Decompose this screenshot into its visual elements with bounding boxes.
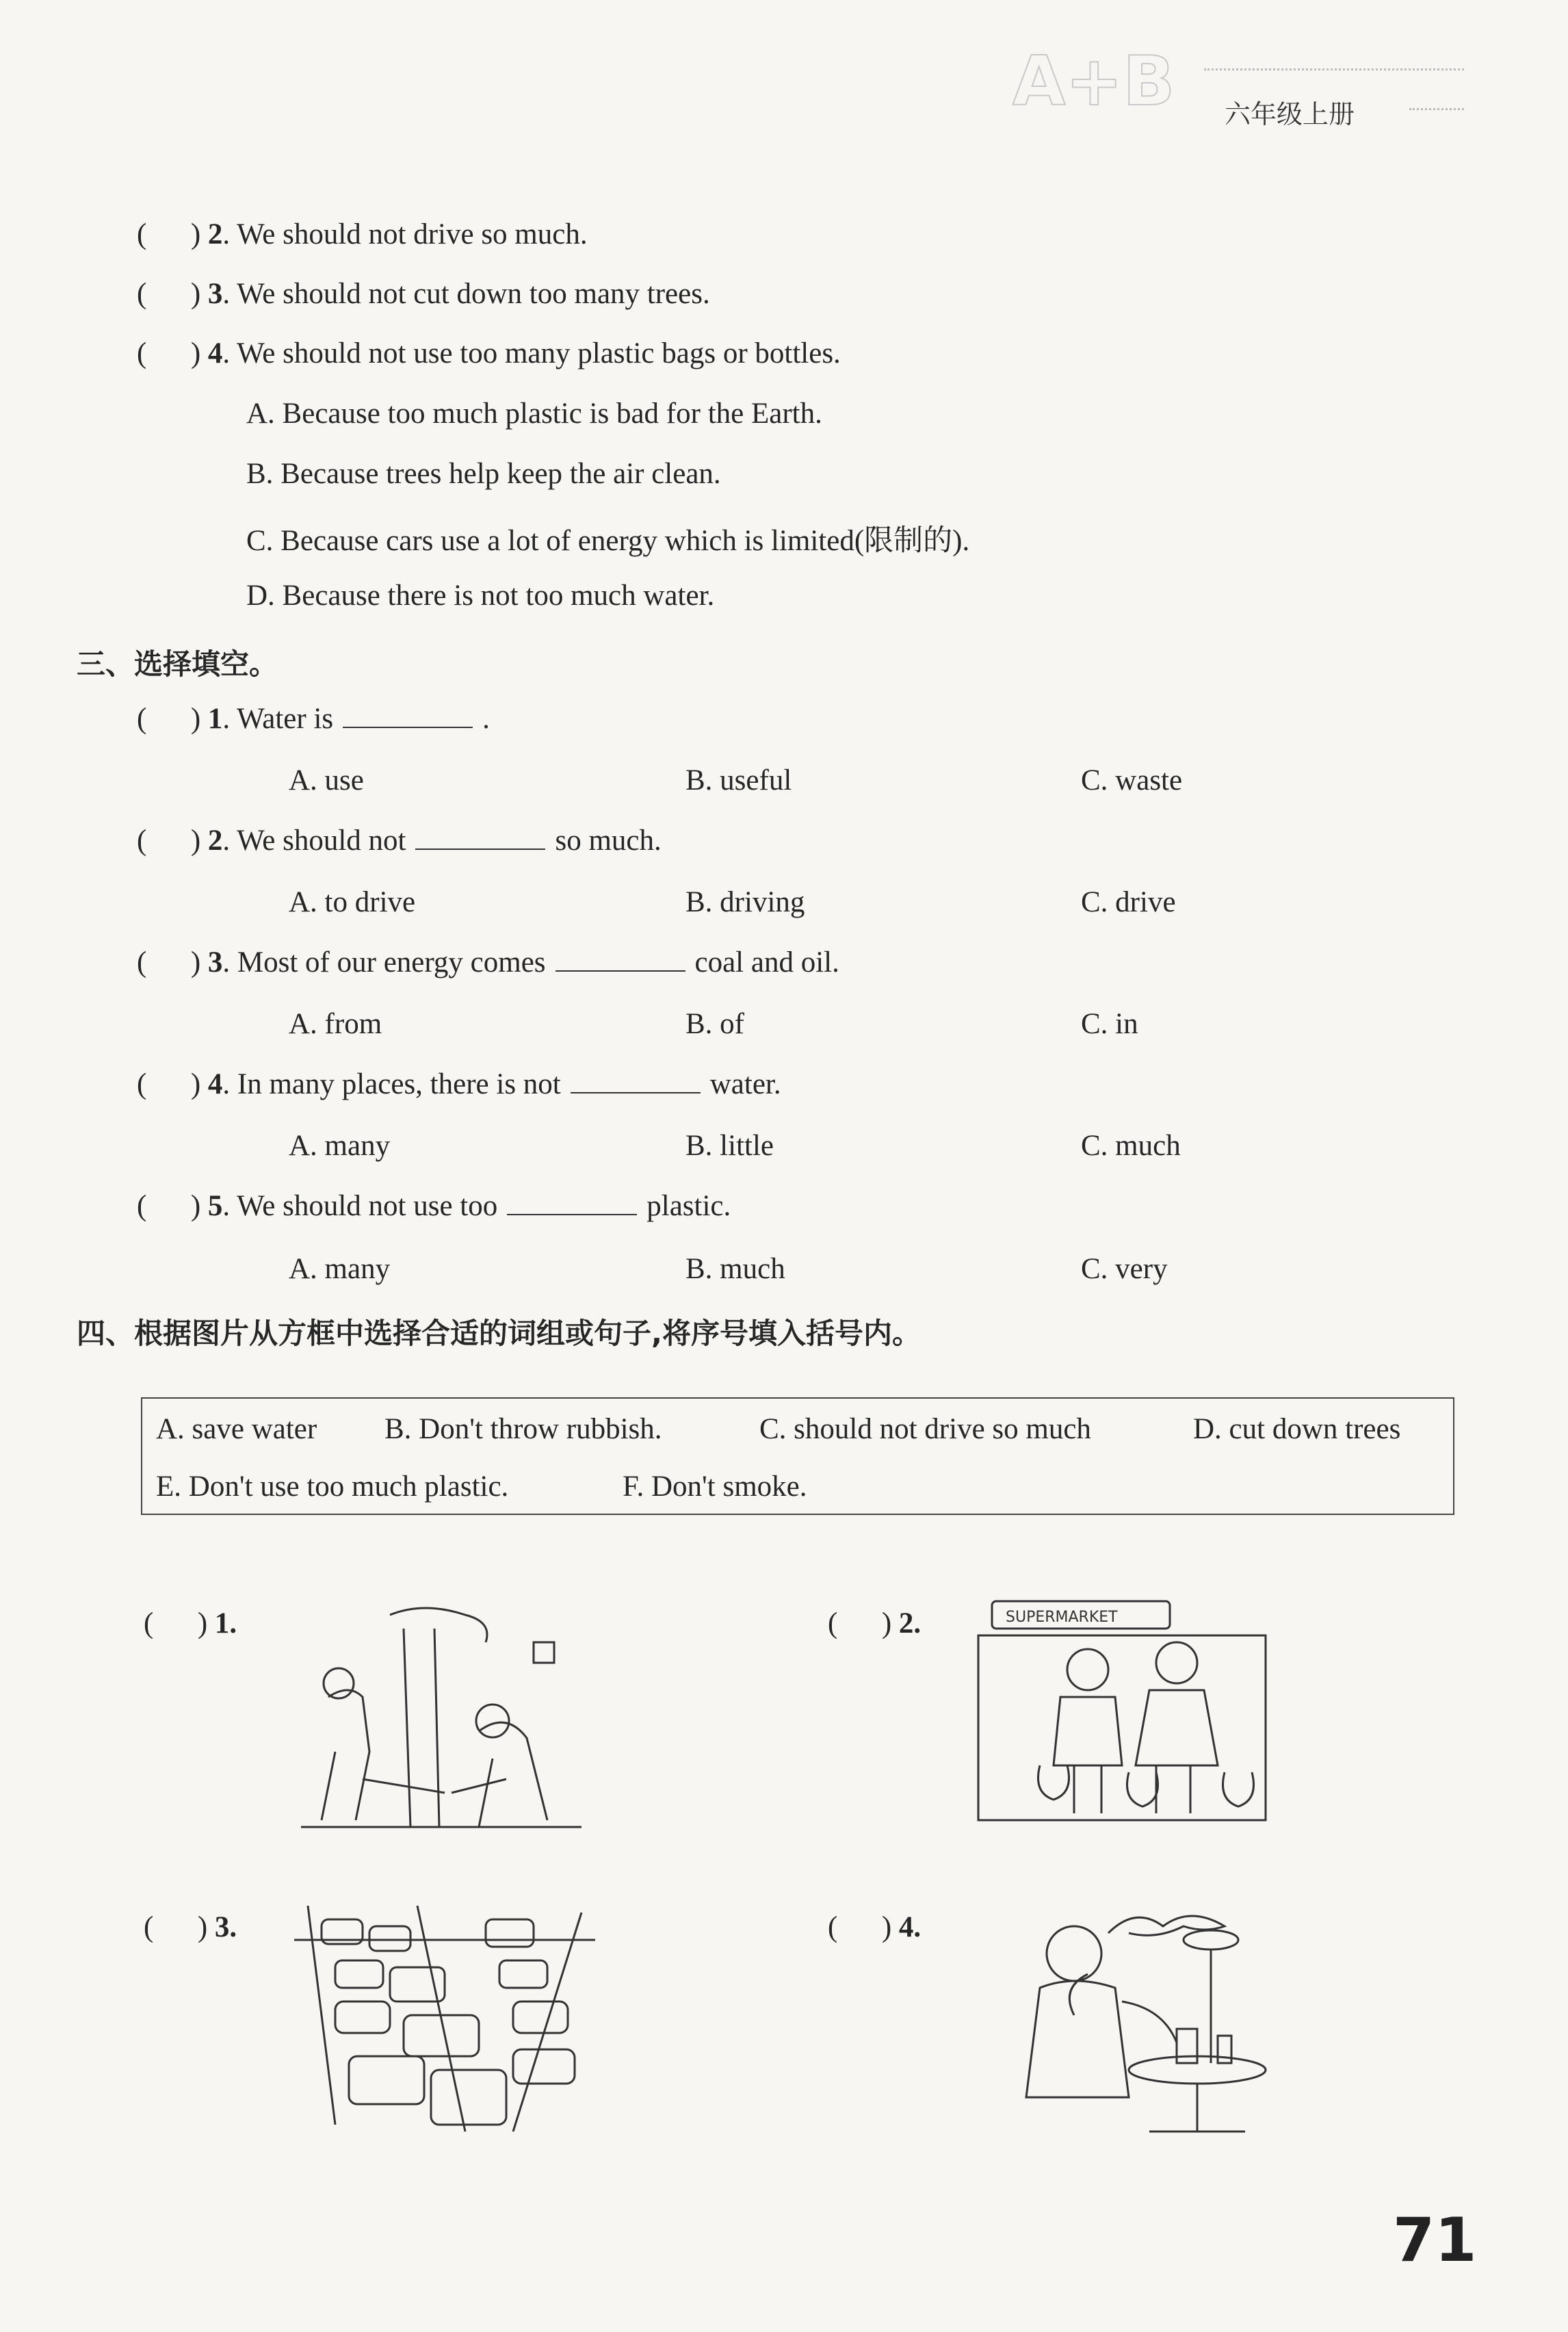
answer-paren[interactable]: ( ) — [137, 946, 201, 979]
header-dotted-line-lower — [1409, 108, 1464, 110]
option[interactable]: B. of — [685, 1008, 744, 1040]
picture-item-4: ( ) 4. — [828, 1911, 922, 1943]
matching-option-c: C. Because cars use a lot of energy which is limited(限制的). — [246, 525, 970, 557]
answer-paren[interactable]: ( ) — [137, 1190, 201, 1222]
option[interactable]: A. many — [289, 1253, 391, 1285]
question-3: ( ) 3. Most of our energy comes coal and oil. — [137, 946, 839, 979]
question-1: ( ) 1. Water is . — [137, 703, 490, 735]
answer-paren[interactable]: ( ) — [137, 218, 201, 250]
option[interactable]: C. in — [1081, 1008, 1138, 1040]
header-dotted-line — [1204, 68, 1464, 70]
option[interactable]: C. much — [1081, 1130, 1181, 1162]
picture-item-2: ( ) 2. — [828, 1607, 922, 1640]
question-4: ( ) 4. In many places, there is not water. — [137, 1068, 781, 1100]
section-3-title: 三、选择填空。 — [77, 647, 278, 681]
option[interactable]: C. very — [1081, 1253, 1168, 1285]
option[interactable]: B. little — [685, 1130, 774, 1162]
word-box — [141, 1397, 1454, 1515]
box-option-b: B. Don't throw rubbish. — [384, 1413, 662, 1445]
option[interactable]: A. many — [289, 1130, 391, 1162]
section-4-title: 四、根据图片从方框中选择合适的词组或句子,将序号填入括号内。 — [77, 1317, 921, 1350]
picture-item-1: ( ) 1. — [144, 1607, 237, 1640]
grade-label: 六年级上册 — [1225, 99, 1355, 129]
answer-paren[interactable]: ( ) — [137, 337, 201, 370]
option[interactable]: B. driving — [685, 886, 805, 918]
option[interactable]: A. use — [289, 764, 364, 796]
page-number: 71 — [1393, 2205, 1477, 2275]
question-5: ( ) 5. We should not use too plastic. — [137, 1190, 731, 1222]
matching-item-2: ( ) 2. We should not drive so much. — [137, 218, 588, 250]
option[interactable]: B. much — [685, 1253, 785, 1285]
option[interactable]: A. from — [289, 1008, 382, 1040]
matching-option-b: B. Because trees help keep the air clean. — [246, 458, 721, 490]
answer-paren[interactable]: ( ) — [144, 1607, 208, 1640]
matching-item-3: ( ) 3. We should not cut down too many trees. — [137, 278, 710, 310]
box-option-e: E. Don't use too much plastic. — [156, 1471, 509, 1503]
fill-blank[interactable] — [507, 1213, 637, 1215]
box-option-f: F. Don't smoke. — [623, 1471, 807, 1503]
fill-blank[interactable] — [556, 970, 685, 972]
fill-blank[interactable] — [343, 726, 473, 728]
answer-paren[interactable]: ( ) — [137, 278, 201, 310]
logo: A+B — [1012, 41, 1175, 121]
option[interactable]: C. waste — [1081, 764, 1183, 796]
fill-blank[interactable] — [415, 848, 545, 850]
box-option-a: A. save water — [156, 1413, 317, 1445]
option[interactable]: B. useful — [685, 764, 792, 796]
option[interactable]: C. drive — [1081, 886, 1176, 918]
smoking-man-illustration — [971, 1892, 1272, 2138]
picture-item-3: ( ) 3. — [144, 1911, 237, 1943]
traffic-jam-illustration — [294, 1899, 595, 2138]
answer-paren[interactable]: ( ) — [137, 703, 201, 735]
option[interactable]: A. to drive — [289, 886, 416, 918]
matching-option-a: A. Because too much plastic is bad for the Earth. — [246, 398, 822, 430]
question-2: ( ) 2. We should not so much. — [137, 825, 662, 857]
answer-paren[interactable]: ( ) — [137, 825, 201, 857]
box-option-c: C. should not drive so much — [759, 1413, 1091, 1445]
answer-paren[interactable]: ( ) — [137, 1068, 201, 1100]
answer-paren[interactable]: ( ) — [828, 1607, 892, 1640]
tree-cutting-illustration — [287, 1601, 588, 1834]
supermarket-sign: SUPERMARKET — [1006, 1609, 1118, 1626]
matching-option-d: D. Because there is not too much water. — [246, 580, 715, 612]
answer-paren[interactable]: ( ) — [144, 1911, 208, 1943]
matching-item-4: ( ) 4. We should not use too many plastic bags or bottles. — [137, 337, 841, 370]
fill-blank[interactable] — [571, 1091, 701, 1093]
box-option-d: D. cut down trees — [1193, 1413, 1401, 1445]
supermarket-illustration — [971, 1594, 1272, 1827]
answer-paren[interactable]: ( ) — [828, 1911, 892, 1943]
